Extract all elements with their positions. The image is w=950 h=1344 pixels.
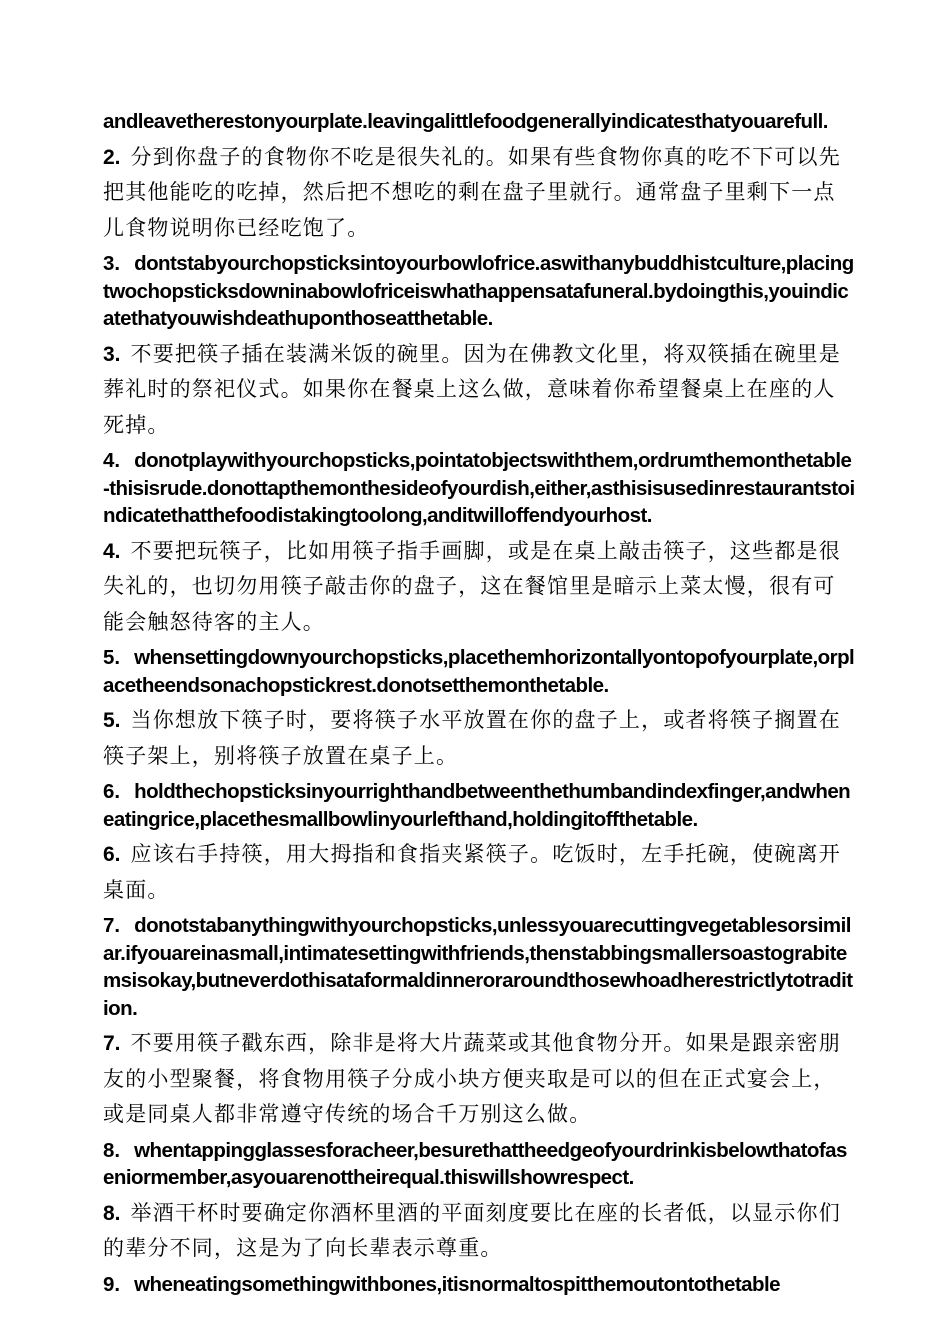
item-number: 5. [103,709,121,732]
item-number: 6. [103,843,121,866]
english-paragraph [103,1271,855,1299]
item-number: 5. [103,646,121,669]
paragraph-text: 不要用筷子戳东西，除非是将大片蔬菜或其他食物分开。如果是跟亲密朋友的小型聚餐，将食物用筷子分成小块方便夹取是可以的但在正式宴会上，或是同桌人都非常遵守传统的场合千万别这么做。 [103,1031,841,1126]
english-paragraph [103,778,855,833]
chinese-paragraph [103,140,855,247]
item-number: 9. [103,1272,121,1296]
chinese-paragraph [103,534,855,641]
chinese-paragraph [103,337,855,444]
paragraph-text: 不要把筷子插在装满米饭的碗里。因为在佛教文化里，将双筷插在碗里是葬礼时的祭祀仪式。如果你在餐桌上这么做，意味着你希望餐桌上在座的人死掉。 [103,341,841,437]
item-number: 6. [103,780,121,803]
paragraph-text: wheneatingsomethingwithbones,itisnormaltospitthemoutontothetable [134,1272,780,1296]
item-number: 2. [103,145,121,169]
item-number: 8. [103,1138,121,1162]
paragraph-text: whentappingglassesforacheer,besurethattheedgeofyourdrinkisbelowthatofaseniormember,asyouarenottheirequal.thiswillshowrespect. [103,1138,847,1189]
document-page [103,108,855,1302]
item-number: 7. [103,914,121,937]
item-number: 8. [103,1201,121,1225]
english-paragraph [103,250,855,333]
paragraph-text: 不要把玩筷子，比如用筷子指手画脚，或是在桌上敲击筷子，这些都是很失礼的，也切勿用筷子敲击你的盘子，这在餐馆里是暗示上菜太慢，很有可能会触怒待客的主人。 [103,538,841,634]
chinese-paragraph [103,1026,855,1133]
english-paragraph [103,912,855,1022]
item-number: 3. [103,342,121,366]
english-paragraph [103,447,855,530]
english-paragraph [103,1137,855,1192]
paragraph-text: 分到你盘子的食物你不吃是很失礼的。如果有些食物你真的吃不下可以先把其他能吃的吃掉，然后把不想吃的剩在盘子里就行。通常盘子里剩下一点儿食物说明你已经吃饱了。 [103,144,841,240]
paragraph-text: donotstabanythingwithyourchopsticks,unlessyouarecuttingvegetablesorsimilar.ifyouareinasmall,intimatesettingwithfriends,thenstabbingsmallersoastograbitemsisokay,butneverdothisataformaldinneroraroundthosewhoadherestrictlytotradition. [103,914,853,1020]
item-number: 3. [103,252,121,275]
paragraph-text: 当你想放下筷子时，要将筷子水平放置在你的盘子上，或者将筷子搁置在筷子架上，别将筷子放置在桌子上。 [103,708,841,768]
chinese-paragraph [103,837,855,908]
item-number: 4. [103,449,121,472]
paragraph-text: whensettingdownyourchopsticks,placethemhorizontallyontopofyourplate,orplacetheendsonachopstickrest.donotsetthemonthetable. [103,646,855,697]
paragraph-text: holdthechopsticksinyourrighthandbetweenthethumbandindexfinger,andwheneatingrice,placethesmallbowlinyourlefthand,holdingitoffthetable. [103,780,851,831]
paragraph-text: dontstabyourchopsticksintoyourbowlofrice.aswithanybuddhistculture,placingtwochopsticksdowninabowlofriceiswhathappensatafuneral.bydoingthis,youindicatethatyouwishdeathuponthoseatthetable. [103,252,854,330]
item-number: 4. [103,539,121,563]
english-paragraph [103,108,855,136]
paragraph-text: donotplaywithyourchopsticks,pointatobjectswiththem,ordrumthemonthetable-thisisrude.donottapthemonthesideofyourdish,either,asthisisusedinrestaurantstoindicatethatthefoodistakingtoolong,anditwilloffendyourhost. [103,449,855,527]
item-number: 7. [103,1032,121,1055]
chinese-paragraph [103,703,855,774]
paragraph-text: 应该右手持筷，用大拇指和食指夹紧筷子。吃饭时，左手托碗，使碗离开桌面。 [103,842,841,902]
english-paragraph [103,644,855,699]
chinese-paragraph [103,1196,855,1267]
paragraph-text: 举酒干杯时要确定你酒杯里酒的平面刻度要比在座的长者低，以显示你们的辈分不同，这是为了向长辈表示尊重。 [103,1200,841,1260]
paragraph-text: andleavetherestonyourplate.leavingalittlefoodgenerallyindicatesthatyouarefull. [103,110,828,133]
